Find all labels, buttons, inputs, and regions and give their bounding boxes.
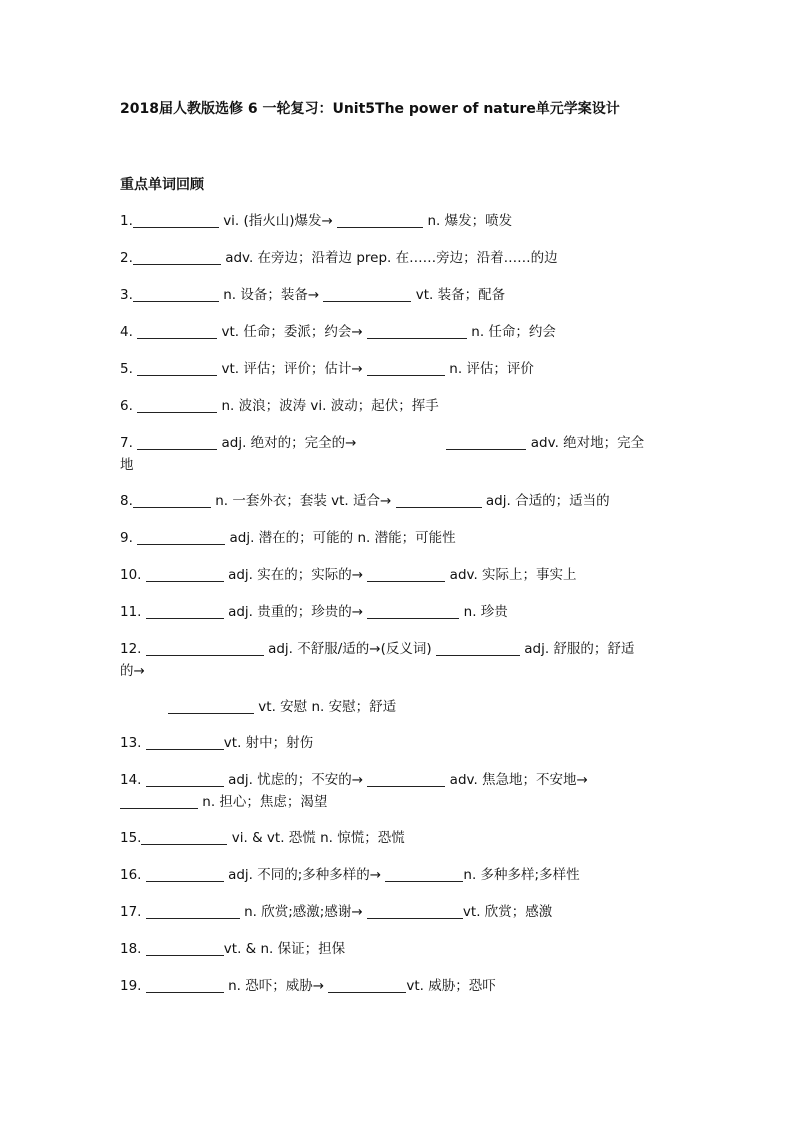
list-item xyxy=(120,732,680,754)
answer-blank[interactable] xyxy=(367,323,467,339)
item-text: adj. 合适的；适当的 xyxy=(485,493,610,509)
item-text-continued: n. 担心；焦虑；渴望 xyxy=(202,794,328,810)
answer-blank[interactable] xyxy=(146,566,224,582)
item-text: adv. 绝对地；完全 xyxy=(530,435,645,451)
answer-blank[interactable] xyxy=(367,903,463,919)
item-number: 4. xyxy=(120,324,133,340)
list-item xyxy=(120,938,680,960)
item-number: 19. xyxy=(120,978,142,994)
item-text: adv. 焦急地；不安地→ xyxy=(449,772,588,788)
item-text: vt. 射中；射伤 xyxy=(223,735,314,751)
item-text: n. 爆发；喷发 xyxy=(427,213,513,229)
item-text: adj. 不同的;多种多样的→ xyxy=(228,867,382,883)
item-text: adj. 实在的；实际的→ xyxy=(228,567,364,583)
answer-blank[interactable] xyxy=(396,492,482,508)
answer-blank[interactable] xyxy=(146,771,224,787)
answer-blank[interactable] xyxy=(137,434,217,450)
item-text: vt. 欣赏；感激 xyxy=(462,904,553,920)
item-text: n. 一套外衣；套装 vt. 适合→ xyxy=(215,493,392,509)
item-text: vt. 安慰 n. 安慰；舒适 xyxy=(258,699,397,715)
item-number: 16. xyxy=(120,867,142,883)
item-text: adj. 绝对的；完全的→ xyxy=(221,435,357,451)
item-text: adj. 不舒服/适的→(反义词) xyxy=(268,641,432,657)
item-text: vi. & vt. 恐慌 n. 惊慌；恐慌 xyxy=(231,830,405,846)
item-number: 9. xyxy=(120,530,133,546)
answer-blank[interactable] xyxy=(133,492,211,508)
item-text: vt. 威胁；恐吓 xyxy=(406,978,496,994)
answer-blank[interactable] xyxy=(146,603,224,619)
item-text: adj. 贵重的；珍贵的→ xyxy=(228,604,364,620)
item-text: adj. 忧虑的；不安的→ xyxy=(228,772,364,788)
item-text: vi. (指火山)爆发→ xyxy=(223,213,333,229)
answer-blank[interactable] xyxy=(446,434,526,450)
answer-blank[interactable] xyxy=(328,977,406,993)
list-item xyxy=(120,975,680,997)
item-number: 15. xyxy=(120,830,142,846)
answer-blank[interactable] xyxy=(146,903,240,919)
list-item xyxy=(120,901,680,923)
answer-blank[interactable] xyxy=(323,286,411,302)
item-number: 13. xyxy=(120,735,142,751)
answer-blank[interactable] xyxy=(385,866,463,882)
document-title: 2018届人教版选修 6 一轮复习：Unit5The power of nature单元学案设计 xyxy=(120,101,620,117)
item-text: n. 欣赏;感激;感谢→ xyxy=(244,904,363,920)
item-number: 2. xyxy=(120,250,133,266)
section-heading: 重点单词回顾 xyxy=(120,177,204,193)
list-item xyxy=(120,210,680,232)
item-text: adj. 潜在的；可能的 n. 潜能；可能性 xyxy=(229,530,456,546)
answer-blank[interactable] xyxy=(141,829,227,845)
item-text: n. 评估；评价 xyxy=(449,361,534,377)
list-item xyxy=(120,358,680,380)
item-text: n. 设备；装备→ xyxy=(223,287,320,303)
answer-blank[interactable] xyxy=(337,212,423,228)
item-number: 6. xyxy=(120,398,133,414)
item-number: 14. xyxy=(120,772,142,788)
item-number: 18. xyxy=(120,941,142,957)
answer-blank[interactable] xyxy=(146,977,224,993)
list-item xyxy=(120,827,680,849)
answer-blank[interactable] xyxy=(367,566,445,582)
list-item xyxy=(120,601,680,623)
list-item xyxy=(120,564,680,586)
item-number: 8. xyxy=(120,493,133,509)
answer-blank[interactable] xyxy=(137,529,225,545)
answer-blank[interactable] xyxy=(168,698,254,714)
list-item xyxy=(120,321,680,343)
answer-blank[interactable] xyxy=(133,249,221,265)
list-item xyxy=(120,395,680,417)
item-number: 11. xyxy=(120,604,142,620)
item-text: n. 恐吓；威胁→ xyxy=(228,978,325,994)
item-text-continued: 的→ xyxy=(120,663,145,679)
vocabulary-list xyxy=(120,210,680,1012)
answer-blank[interactable] xyxy=(146,866,224,882)
item-text: n. 波浪；波涛 vi. 波动；起伏；挥手 xyxy=(221,398,439,414)
item-text: n. 任命；约会 xyxy=(471,324,556,340)
item-text: adv. 在旁边；沿着边 prep. 在……旁边；沿着……的边 xyxy=(225,250,558,266)
answer-blank[interactable] xyxy=(436,640,520,656)
item-number: 12. xyxy=(120,641,142,657)
item-text: adv. 实际上；事实上 xyxy=(449,567,577,583)
item-number: 7. xyxy=(120,435,133,451)
answer-blank[interactable] xyxy=(133,286,219,302)
list-item xyxy=(120,432,680,476)
list-item xyxy=(120,864,680,886)
item-text: n. 珍贵 xyxy=(463,604,508,620)
item-text: vt. 装备；配备 xyxy=(415,287,506,303)
list-item xyxy=(120,490,680,512)
item-number: 17. xyxy=(120,904,142,920)
item-number: 3. xyxy=(120,287,133,303)
answer-blank[interactable] xyxy=(367,771,445,787)
item-number: 5. xyxy=(120,361,133,377)
answer-blank[interactable] xyxy=(137,397,217,413)
item-text: vt. 任命；委派；约会→ xyxy=(221,324,363,340)
answer-blank[interactable] xyxy=(367,360,445,376)
list-item xyxy=(120,769,680,813)
answer-blank[interactable] xyxy=(137,323,217,339)
list-item xyxy=(120,284,680,306)
list-item xyxy=(120,527,680,549)
list-item xyxy=(120,247,680,269)
answer-blank[interactable] xyxy=(120,793,198,809)
answer-blank[interactable] xyxy=(146,640,264,656)
item-number: 10. xyxy=(120,567,142,583)
answer-blank[interactable] xyxy=(367,603,459,619)
list-item xyxy=(120,638,680,718)
item-text: adj. 舒服的；舒适 xyxy=(524,641,635,657)
answer-blank[interactable] xyxy=(146,940,224,956)
answer-blank[interactable] xyxy=(133,212,219,228)
item-text: vt. & n. 保证；担保 xyxy=(223,941,346,957)
item-text: vt. 评估；评价；估计→ xyxy=(221,361,363,377)
item-number: 1. xyxy=(120,213,133,229)
item-text-continued: 地 xyxy=(120,457,134,473)
item-text: n. 多种多样;多样性 xyxy=(463,867,580,883)
answer-blank[interactable] xyxy=(146,734,224,750)
answer-blank[interactable] xyxy=(137,360,217,376)
